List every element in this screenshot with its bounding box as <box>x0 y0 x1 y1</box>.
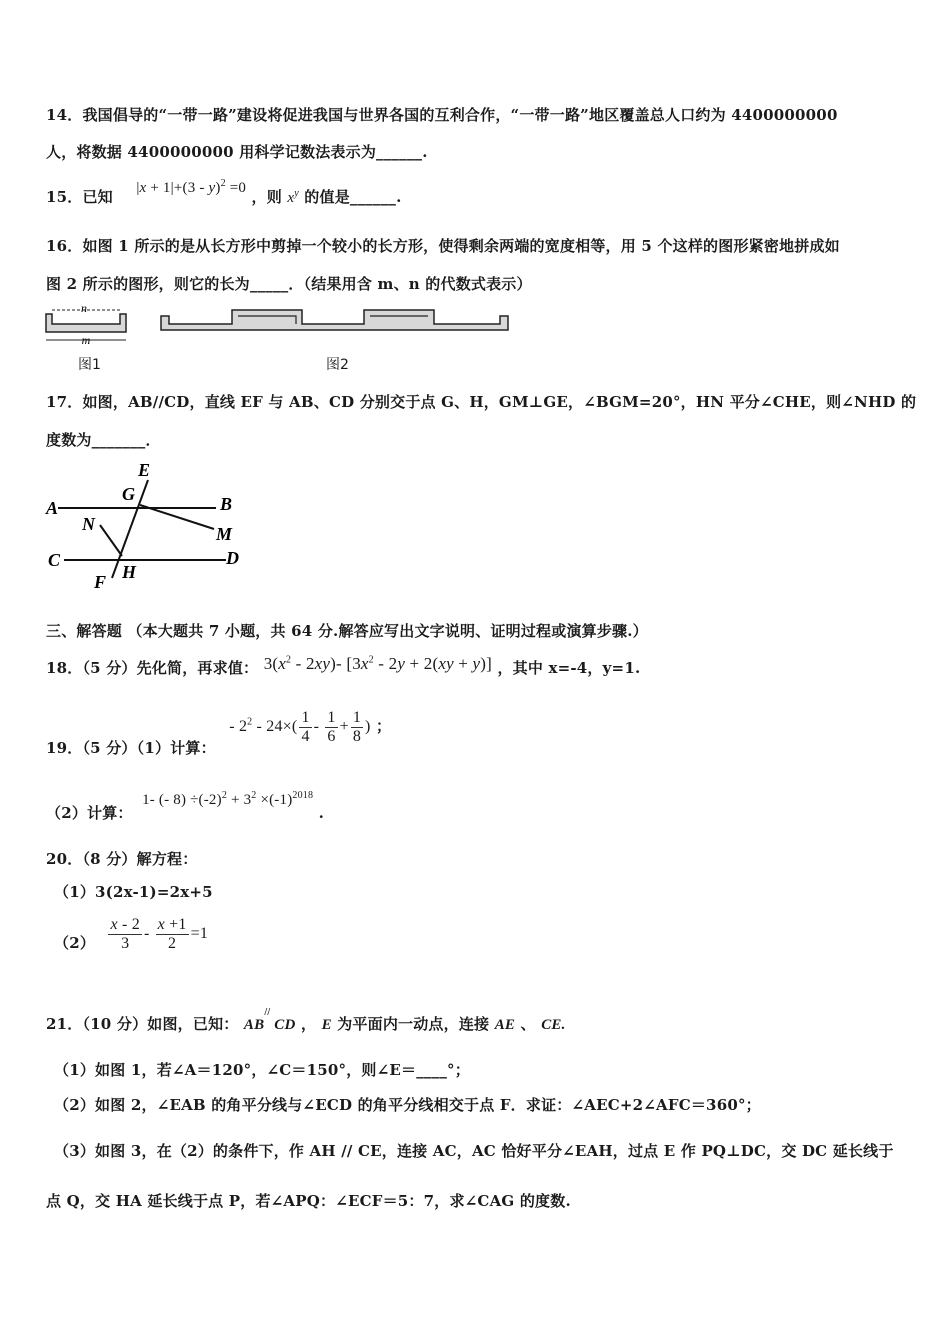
q21-ab-cd: AB// CD <box>243 1007 296 1033</box>
q18-suffix: ，其中 x=-4，y=1. <box>497 659 641 677</box>
q19-part2 <box>46 788 325 822</box>
q16-fig1-label: 图1 <box>78 357 101 373</box>
q16-line1: 16．如图 1 所示的是从长方形中剪掉一个较小的长方形，使得剩余两端的宽度相等，用 5 个这样的图形紧密地拼成如 <box>46 237 840 255</box>
q17-point-H: H <box>122 562 137 582</box>
q17-point-B: B <box>220 494 233 514</box>
q14-line1: 14．我国倡导的“一带一路”建设将促进我国与世界各国的互利合作，“一带一路”地区覆盖总人口约为 4400000000 <box>46 106 838 124</box>
q16-figure1 <box>44 300 134 350</box>
q21-line1-mid: ， <box>300 1015 317 1033</box>
q20-title: 20．（8 分）解方程： <box>46 850 198 868</box>
q18-expression: $3(x^2 - 2xy)-$ $[3x^2 - 2y + 2(xy + y)]$ <box>263 654 492 673</box>
fig1-n-label: n <box>81 301 87 315</box>
q15-prefix: 15．已知 <box>46 188 113 206</box>
q17-point-D: D <box>226 548 239 568</box>
q21-line1-prefix: 21．（10 分）如图，已知： <box>46 1015 239 1033</box>
q19-part1-suffix: ； <box>376 716 392 735</box>
q16-figure2 <box>158 306 514 336</box>
q14-line2: 人，将数据 4400000000 用科学记数法表示为______. <box>46 143 428 161</box>
q19-part1-expression: - $2^2 - 24\times$( $\frac{1}{4}$ - $\frac{1}{6}$ + $\frac{1}{8}$ ) <box>229 709 371 745</box>
q21-line1 <box>46 1007 566 1034</box>
q21-line1-end: 、 <box>520 1015 536 1033</box>
q17-point-C: C <box>48 550 61 570</box>
fig1-m-label: m <box>81 333 91 347</box>
q17-line1: 17．如图，AB//CD，直线 EF 与 AB、CD 分别交于点 G、H，GM⊥GE，∠BGM=20°，HN 平分∠CHE，则∠NHD 的 <box>46 393 917 411</box>
q18-prefix: 18．（5 分）先化简，再求值： <box>46 659 259 677</box>
q20-part2-equation: $\frac{x - 2}{3}$ - $\frac{x +1}{2}$ =1 <box>110 916 209 952</box>
q19-part2-prefix: （2）计算： <box>46 804 133 822</box>
section3-heading: 三、解答题 （本大题共 7 小题，共 64 分.解答应写出文字说明、证明过程或演算步骤.） <box>46 622 648 640</box>
q21-ce: CE. <box>541 1017 566 1033</box>
q15-suffix-b: 的值是______. <box>304 188 402 206</box>
q17-figure <box>44 458 254 593</box>
q19-part1-prefix: 19．（5 分）（1）计算： <box>46 738 216 757</box>
q21-part2: （2）如图 2，∠EAB 的角平分线与∠ECD 的角平分线相交于点 F．求证：∠AEC+2∠AFC＝360°； <box>54 1096 761 1114</box>
q21-part1: （1）如图 1，若∠A＝120°，∠C＝150°，则∠E＝____°； <box>54 1061 470 1079</box>
q17-point-N: N <box>82 514 95 534</box>
q20-part2 <box>54 916 208 952</box>
q18 <box>46 654 641 678</box>
q17-point-E: E <box>138 460 151 480</box>
q15 <box>46 178 402 207</box>
q16-fig2-label: 图2 <box>326 357 349 373</box>
q20-part1: （1）3(2x-1)=2x+5 <box>54 883 213 901</box>
q15-power: $x^y$ <box>287 188 299 206</box>
q15-suffix-a: ，则 <box>251 188 282 206</box>
q21-part3-line1: （3）如图 3，在（2）的条件下，作 AH // CE，连接 AC，AC 恰好平分∠EAH，过点 E 作 PQ⊥DC，交 DC 延长线于 <box>54 1142 894 1160</box>
q21-point-e: E <box>321 1017 332 1033</box>
q21-part3-line2: 点 Q，交 HA 延长线于点 P，若∠APQ：∠ECF＝5：7，求∠CAG 的度数. <box>46 1192 571 1210</box>
q21-ae: AE <box>494 1017 516 1033</box>
q17-point-G: G <box>122 484 135 504</box>
q16-line2: 图 2 所示的图形，则它的长为_____．（结果用含 m、n 的代数式表示） <box>46 275 532 293</box>
q21-line1-suffix: 为平面内一动点，连接 <box>337 1015 490 1033</box>
q20-part2-label: （2） <box>54 933 96 952</box>
q17-point-A: A <box>46 498 59 518</box>
q19-part2-suffix: . <box>318 804 325 822</box>
q19-part1 <box>46 709 392 757</box>
q17-point-M: M <box>216 524 233 544</box>
q19-part2-expression: 1- (- $8) \div(-2)^2 + 3^2 \times(-1)^{2018}$ <box>142 790 314 808</box>
q17-line2: 度数为_______． <box>46 431 161 449</box>
q17-point-F: F <box>94 572 107 592</box>
q15-equation: |x + 1|+(3 - y)$^2$ =0 <box>136 178 247 196</box>
